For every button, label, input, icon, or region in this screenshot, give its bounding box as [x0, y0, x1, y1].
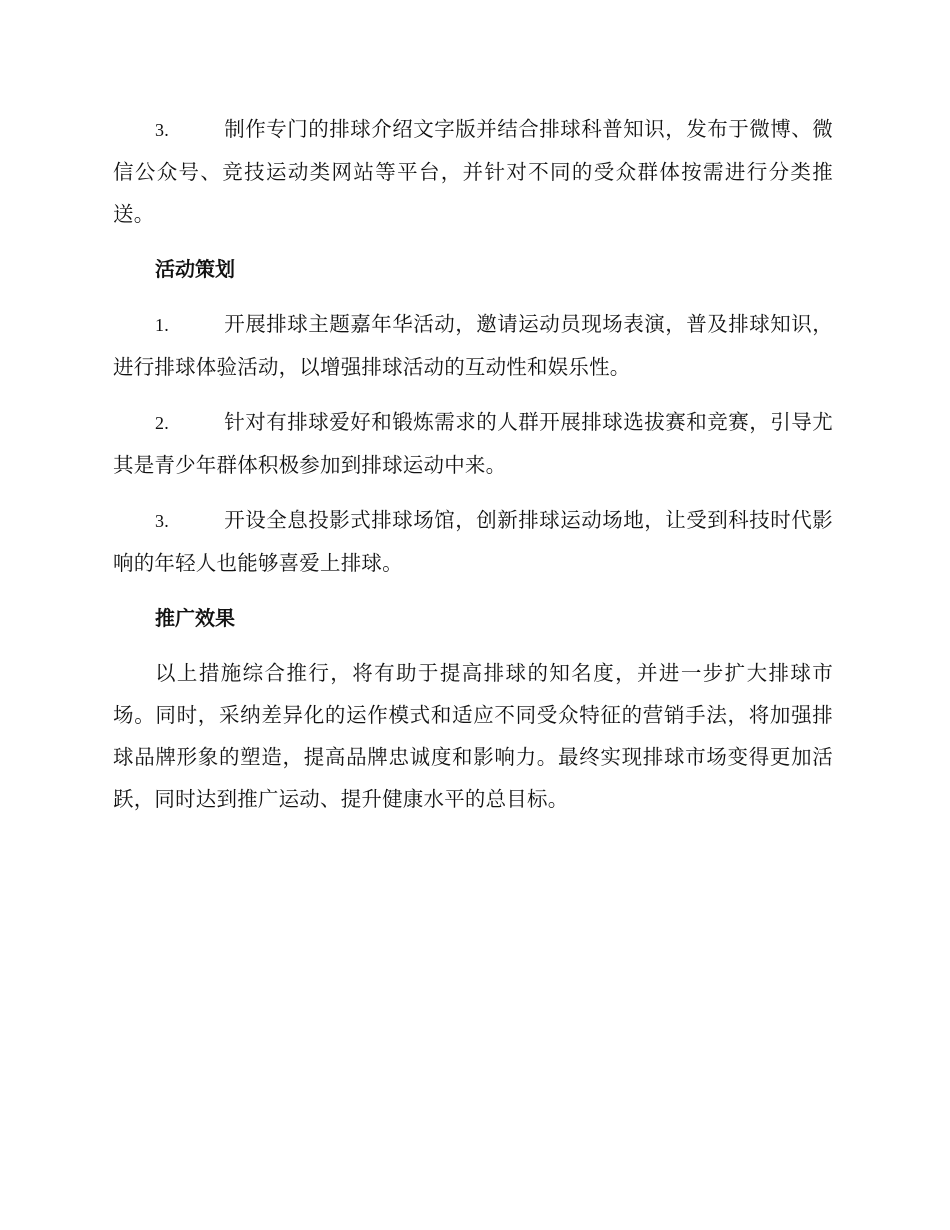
list-number: 1. [155, 315, 169, 335]
section-heading-activity: 活动策划 [155, 257, 235, 281]
promo-item-3 [113, 108, 833, 235]
list-text: 针对有排球爱好和锻炼需求的人群开展排球选拔赛和竞赛，引导尤其是青少年群体积极参加到排球运动中来。 [113, 410, 833, 477]
activity-item-3 [113, 499, 833, 584]
effect-paragraph: 以上措施综合推行，将有助于提高排球的知名度，并进一步扩大排球市场。同时，采纳差异化的运作模式和适应不同受众特征的营销手法，将加强排球品牌形象的塑造，提高品牌忠诚度和影响力。最终实现排球市场变得更加活跃，同时达到推广运动、提升健康水平的总目标。 [113, 661, 833, 811]
list-text: 制作专门的排球介绍文字版并结合排球科普知识，发布于微博、微信公众号、竞技运动类网站等平台，并针对不同的受众群体按需进行分类推送。 [113, 117, 833, 226]
list-number: 3. [155, 511, 169, 531]
document-body [113, 108, 833, 833]
list-number: 3. [155, 120, 169, 140]
list-number: 2. [155, 413, 169, 433]
activity-item-1 [113, 303, 833, 388]
list-text: 开展排球主题嘉年华活动，邀请运动员现场表演，普及排球知识，进行排球体验活动，以增强排球活动的互动性和娱乐性。 [113, 312, 833, 379]
section-heading-effect: 推广效果 [155, 606, 235, 630]
list-text: 开设全息投影式排球场馆，创新排球运动场地，让受到科技时代影响的年轻人也能够喜爱上排球。 [113, 508, 833, 575]
activity-item-2 [113, 401, 833, 486]
